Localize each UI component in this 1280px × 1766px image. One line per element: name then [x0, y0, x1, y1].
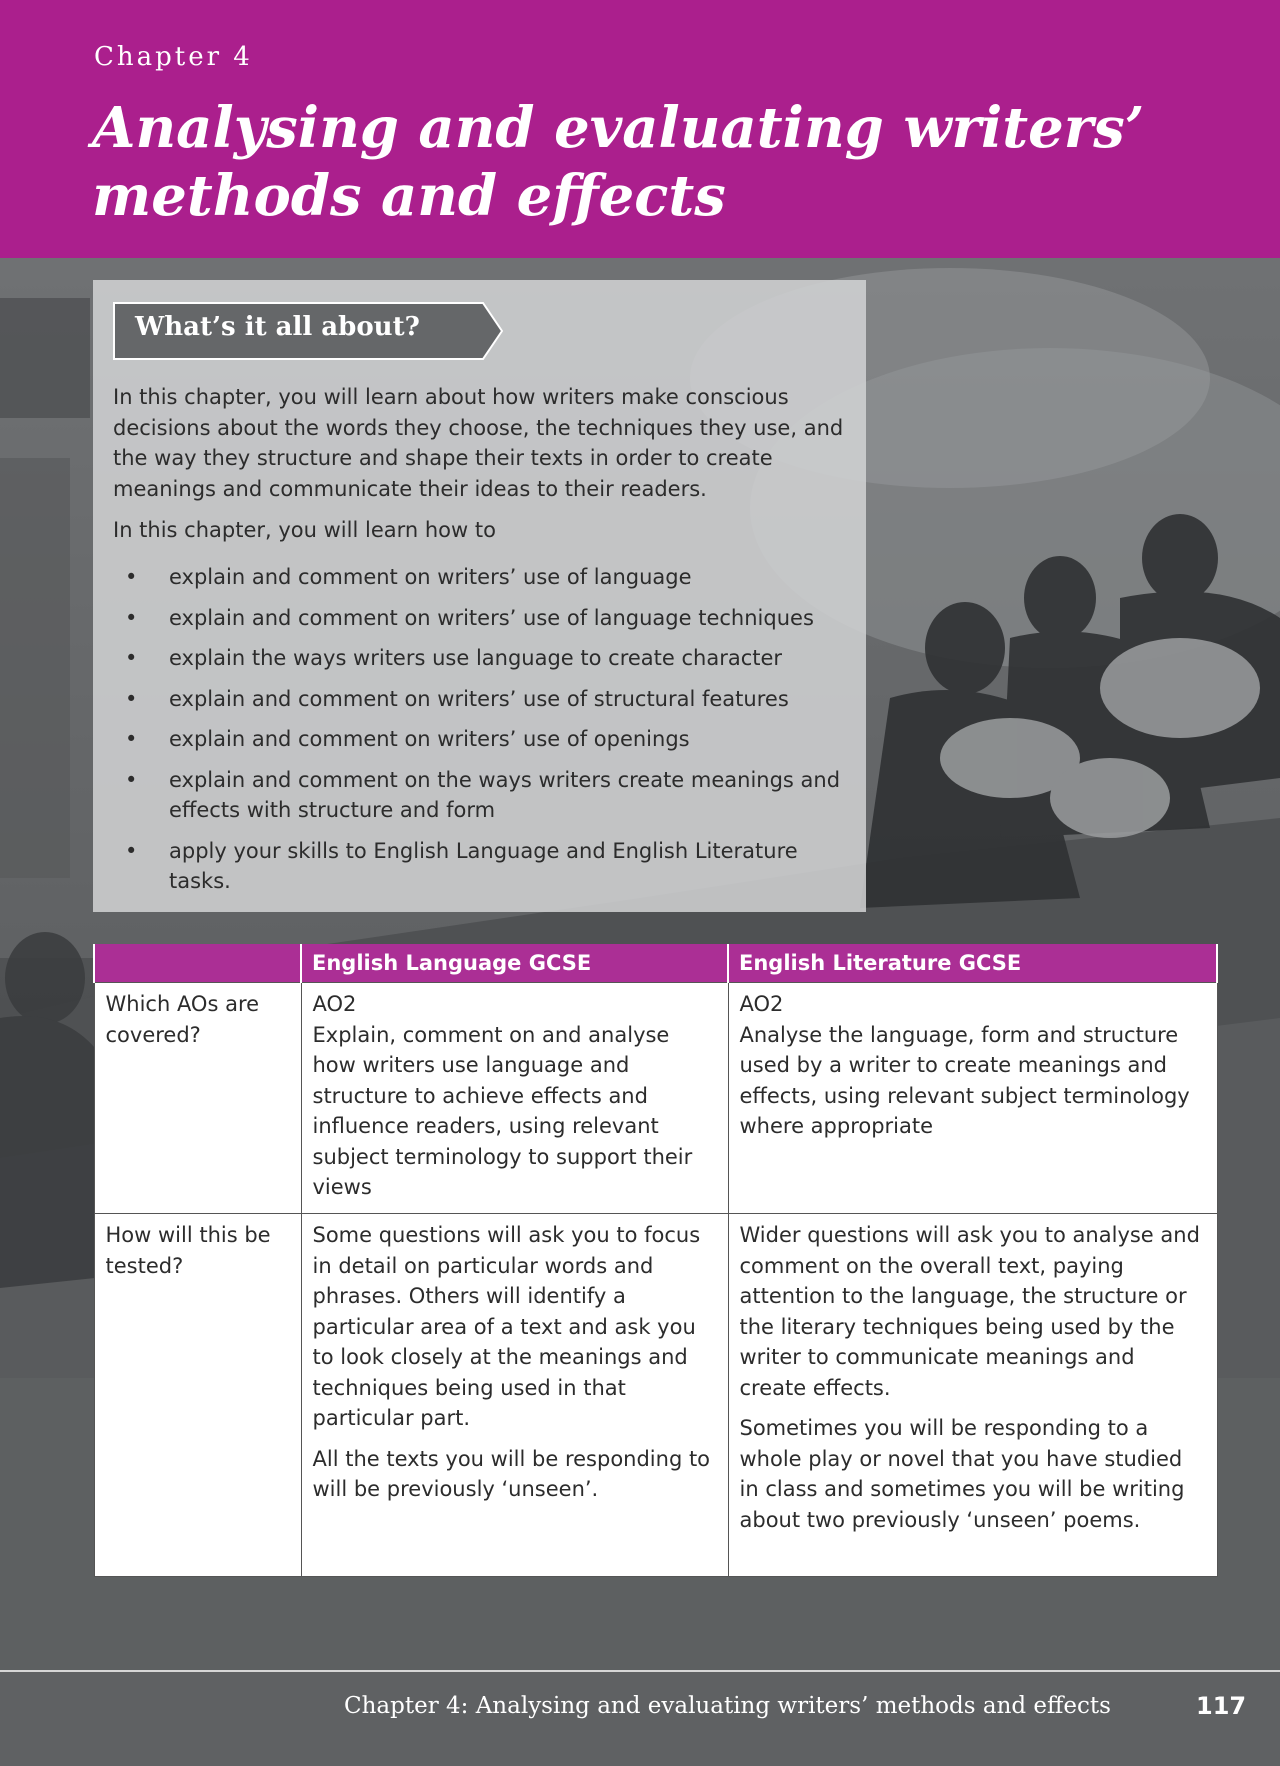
- footer-band: [0, 1672, 1280, 1766]
- row-label: [94, 1214, 301, 1577]
- row-label-text: Which AOs are covered?: [105, 992, 260, 1047]
- page-title-line-2: methods and effects: [92, 163, 726, 229]
- cell-text: Analyse the language, form and structure used by a writer to create meanings and effects, using relevant subject terminology where appropriate: [739, 1022, 1190, 1138]
- literature-cell: [728, 1214, 1217, 1577]
- ao-table: [93, 944, 1218, 1577]
- objective-item: • explain and comment on the ways writers create meanings and effects with structure and form: [113, 765, 853, 826]
- objective-item: • apply your skills to English Language and English Literature tasks.: [113, 836, 853, 897]
- objective-item: • explain the ways writers use language to create character: [113, 643, 853, 674]
- literature-cell: [728, 983, 1217, 1214]
- objective-item: • explain and comment on writers’ use of language: [113, 562, 853, 593]
- intro-paragraph: In this chapter, you will learn about how writers make conscious decisions about the words they choose, the techniques they use, and the way they structure and shape their texts in order to create meanings and communicate their ideas to their readers.: [113, 385, 844, 501]
- table-header-language: English Language GCSE: [301, 944, 728, 983]
- chapter-header: [0, 0, 1280, 258]
- objectives-list: [113, 562, 853, 897]
- language-cell: [301, 1214, 728, 1577]
- objective-item: • explain and comment on writers’ use of language techniques: [113, 603, 853, 634]
- intro-box: [93, 280, 866, 912]
- language-cell: [301, 983, 728, 1214]
- table-header-empty: [94, 944, 301, 983]
- table-header-row: [94, 944, 1217, 983]
- objective-item: • explain and comment on writers’ use of structural features: [113, 684, 853, 715]
- intro-heading-tab: [113, 302, 503, 360]
- objective-item: • explain and comment on writers’ use of openings: [113, 724, 853, 755]
- table-row: [94, 983, 1217, 1214]
- cell-text: Some questions will ask you to focus in detail on particular words and phrases. Others will identify a particular area of a text and ask you to look closely at the meanings and techniques being used in that particular part.: [312, 1223, 701, 1430]
- cell-text: AO2: [312, 992, 357, 1016]
- page-title: [92, 94, 1212, 230]
- cell-text: Sometimes you will be responding to a whole play or novel that you have studied in class and sometimes you will be writing about two previously ‘unseen’ poems.: [739, 1416, 1185, 1532]
- chapter-label: Chapter 4: [94, 42, 253, 72]
- intro-lead: In this chapter, you will learn how to: [113, 518, 496, 542]
- cell-text: AO2: [739, 992, 784, 1016]
- running-footer: Chapter 4: Analysing and evaluating writers’ methods and effects: [344, 1693, 1111, 1719]
- cell-text: Wider questions will ask you to analyse and comment on the overall text, paying attention to the language, the structure or the literary techniques being used by the writer to communicate meanings and create effects.: [739, 1223, 1200, 1400]
- table-header-literature: English Literature GCSE: [728, 944, 1217, 983]
- page-number: 117: [1196, 1692, 1247, 1720]
- row-label-text: How will this be tested?: [105, 1223, 271, 1278]
- cell-text: Explain, comment on and analyse how writers use language and structure to achieve effects and influence readers, using relevant subject terminology to support their views: [312, 1022, 693, 1199]
- cell-text: All the texts you will be responding to will be previously ‘unseen’.: [312, 1446, 711, 1501]
- intro-heading: What’s it all about?: [135, 312, 420, 342]
- table-row: [94, 1214, 1217, 1577]
- page-title-line-1: Analysing and evaluating writers’: [92, 95, 1145, 161]
- row-label: [94, 983, 301, 1214]
